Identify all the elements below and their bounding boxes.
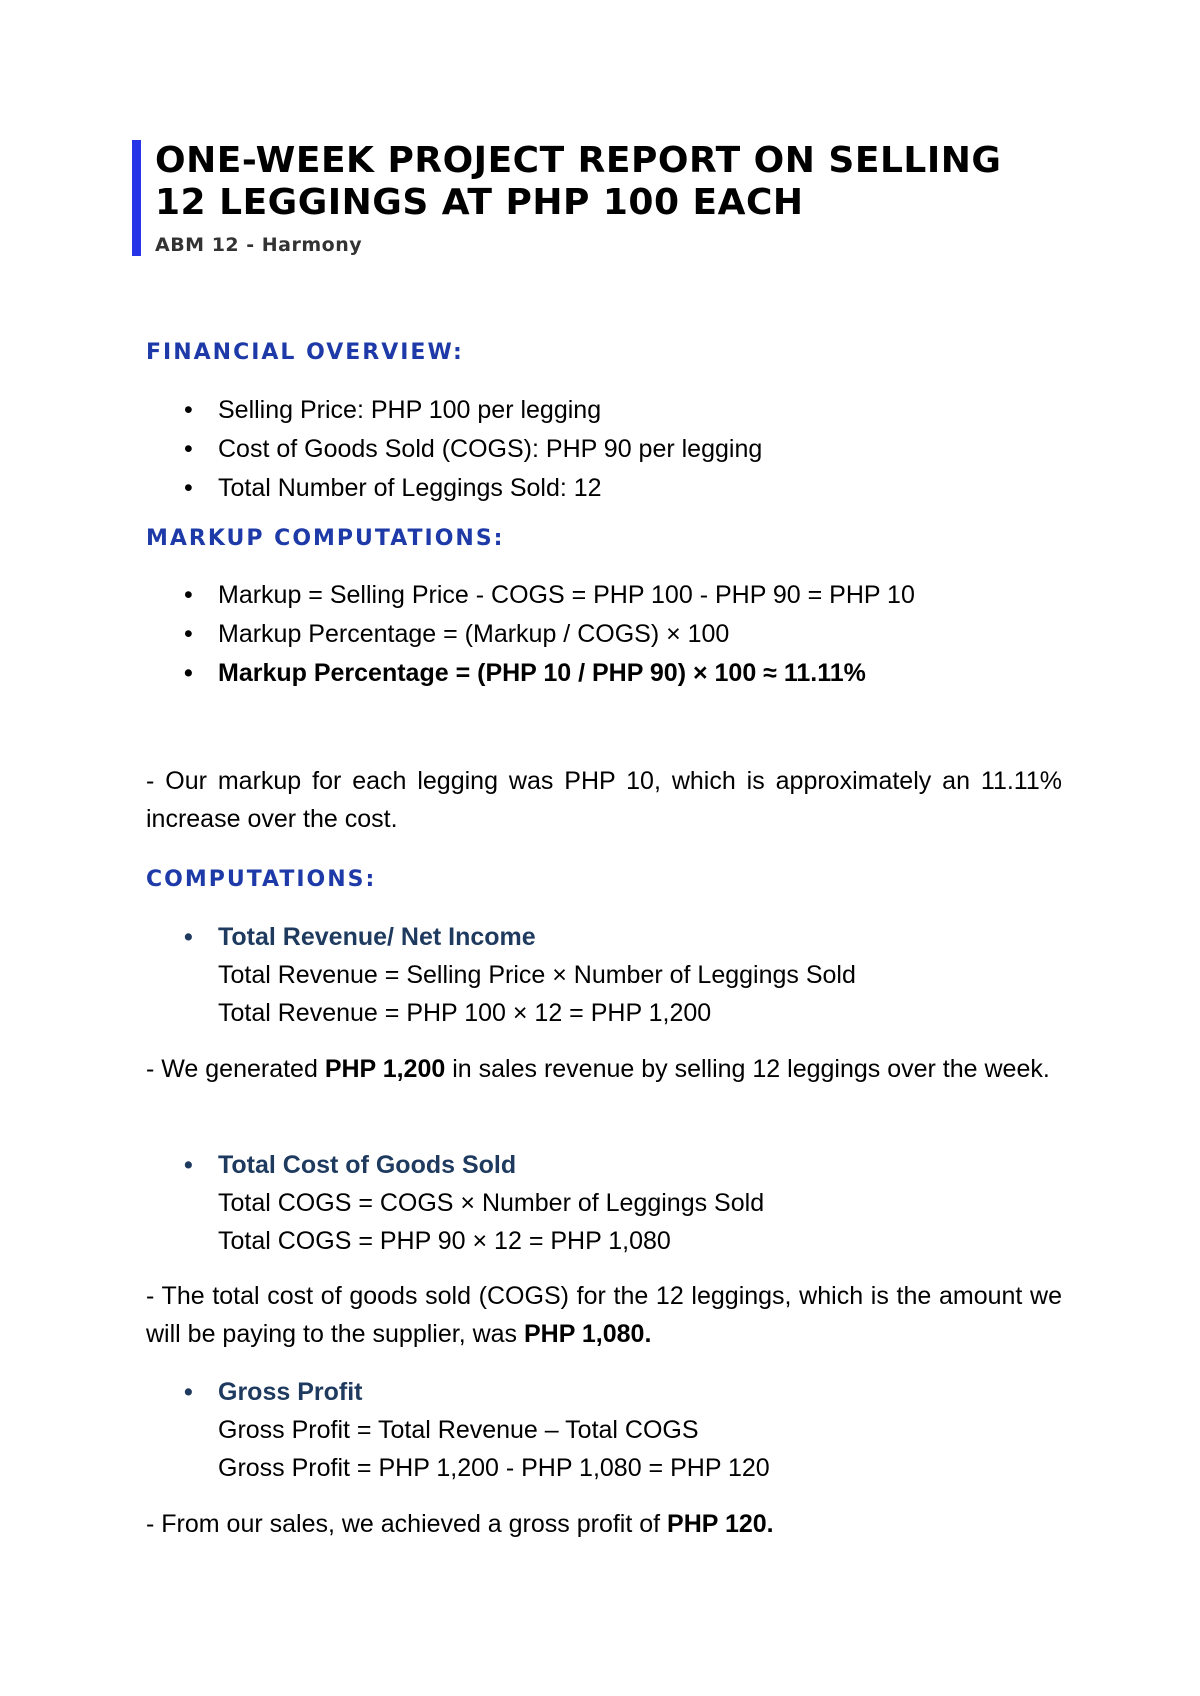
cogs-calculation: Total COGS = PHP 90 × 12 = PHP 1,080 bbox=[218, 1227, 671, 1255]
revenue-title: • Total Revenue/ Net Income bbox=[150, 918, 1050, 956]
list-item: • Markup = Selling Price - COGS = PHP 100 - PHP 90 = PHP 10 bbox=[150, 576, 1050, 615]
gross-profit-note-amount: PHP 120. bbox=[667, 1510, 774, 1538]
list-item: • Total Number of Leggings Sold: 12 bbox=[150, 469, 1050, 508]
revenue-section bbox=[150, 918, 1050, 1032]
cogs-note-text: - The total cost of goods sold (COGS) for the 12 leggings, which is the amount we will be paying to the supplier, was bbox=[146, 1282, 1062, 1348]
revenue-note bbox=[146, 1050, 1062, 1088]
markup-computations-list bbox=[150, 576, 1050, 693]
list-item: • Cost of Goods Sold (COGS): PHP 90 per legging bbox=[150, 430, 1050, 469]
revenue-note-text: - We generated bbox=[146, 1055, 325, 1083]
computations-heading: COMPUTATIONS: bbox=[146, 867, 377, 892]
report-subtitle: ABM 12 - Harmony bbox=[155, 234, 363, 256]
gross-profit-note bbox=[146, 1505, 1062, 1543]
cogs-note-amount: PHP 1,080. bbox=[524, 1320, 652, 1348]
markup-percentage-formula: Markup Percentage = (PHP 10 / PHP 90) × 100 ≈ bbox=[218, 659, 784, 687]
revenue-note-text-end: in sales revenue by selling 12 leggings over the week. bbox=[445, 1055, 1050, 1083]
financial-overview-heading: FINANCIAL OVERVIEW: bbox=[146, 340, 464, 365]
cogs-formula: Total COGS = COGS × Number of Leggings Sold bbox=[218, 1189, 765, 1217]
cogs-section bbox=[150, 1146, 1050, 1260]
report-title: ONE-WEEK PROJECT REPORT ON SELLING 12 LEGGINGS AT PHP 100 EACH bbox=[155, 140, 1002, 223]
markup-computations-heading: MARKUP COMPUTATIONS: bbox=[146, 526, 505, 551]
revenue-note-amount: PHP 1,200 bbox=[324, 1055, 446, 1083]
markup-percentage-value: 11.11% bbox=[783, 659, 866, 687]
cogs-title: • Total Cost of Goods Sold bbox=[150, 1146, 1050, 1184]
gross-profit-formula: Gross Profit = Total Revenue – Total COGS bbox=[218, 1416, 699, 1444]
revenue-formula: Total Revenue = Selling Price × Number of Leggings Sold bbox=[218, 961, 856, 989]
markup-note: - Our markup for each legging was PHP 10, which is approximately an 11.11% increase over the cost. bbox=[146, 767, 1062, 833]
gross-profit-calculation: Gross Profit = PHP 1,200 - PHP 1,080 = PHP 120 bbox=[218, 1454, 770, 1482]
revenue-calculation: Total Revenue = PHP 100 × 12 = PHP 1,200 bbox=[218, 999, 712, 1027]
cogs-note bbox=[146, 1277, 1062, 1353]
list-item: • Markup Percentage = (Markup / COGS) × 100 bbox=[150, 615, 1050, 654]
list-item: • Selling Price: PHP 100 per legging bbox=[150, 391, 1050, 430]
financial-overview-list bbox=[150, 391, 1050, 508]
list-item bbox=[150, 654, 1050, 693]
title-block bbox=[132, 140, 1015, 256]
gross-profit-note-text: - From our sales, we achieved a gross profit of bbox=[146, 1510, 668, 1538]
gross-profit-title: • Gross Profit bbox=[150, 1373, 1050, 1411]
gross-profit-section bbox=[150, 1373, 1050, 1487]
